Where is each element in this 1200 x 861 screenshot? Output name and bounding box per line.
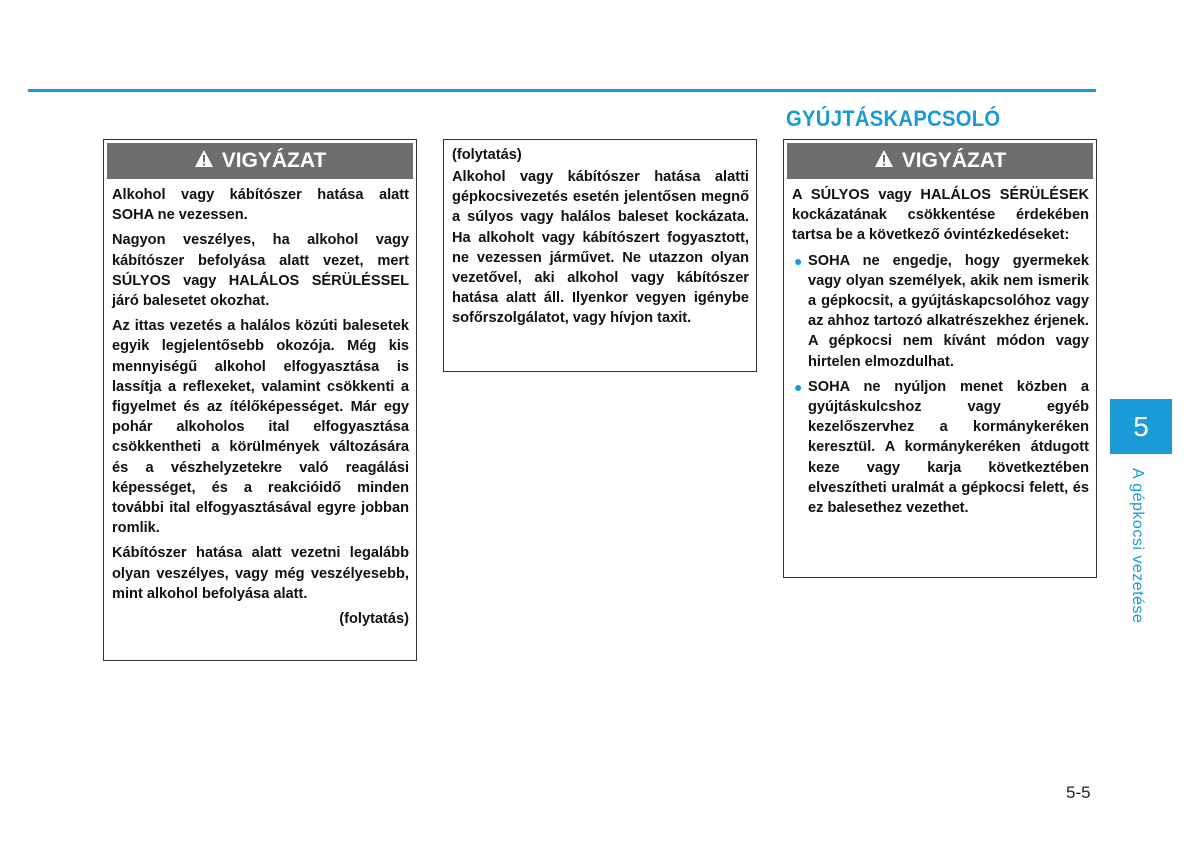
list-item-text: SOHA ne engedje, hogy gyermekek vagy olyan személyek, akik nem ismerik a gépkocsit, a gyújtáskapcsolóhoz vagy az ahhoz tartozó alkatrészekhez érjenek. A gépkocsi nem kívánt módon vagy hirtelen elmozdulhat. bbox=[808, 252, 1089, 370]
chapter-title: A gépkocsi vezetése bbox=[1129, 468, 1146, 624]
warning-body bbox=[784, 179, 1096, 529]
section-title: GYÚJTÁSKAPCSOLÓ bbox=[786, 106, 1001, 131]
warning-box-ignition bbox=[783, 139, 1097, 578]
paragraph: Nagyon veszélyes, ha alkohol vagy kábítószer befolyása alatt vezet, mert SÚLYOS vagy HALÁLOS SÉRÜLÉSSEL járó balesetet okozhat. bbox=[112, 232, 409, 310]
warning-box-alcohol bbox=[103, 139, 417, 661]
warning-header bbox=[107, 143, 413, 179]
paragraph: Alkohol vagy kábítószer hatása alatt SOHA ne vezessen. bbox=[112, 187, 409, 224]
list-item bbox=[792, 251, 1089, 372]
warning-label: VIGYÁZAT bbox=[901, 149, 1007, 172]
intro-paragraph: A SÚLYOS vagy HALÁLOS SÉRÜLÉSEK kockázatának csökkentése érdekében tartsa be a következő óvintézkedéseket: bbox=[792, 187, 1089, 244]
bullet-icon: ● bbox=[794, 378, 803, 395]
continued-box bbox=[443, 139, 757, 372]
bullet-icon: ● bbox=[794, 252, 803, 269]
chapter-number: 5 bbox=[1133, 410, 1149, 442]
continued-note: (folytatás) bbox=[339, 611, 409, 628]
list-item-text: SOHA ne nyúljon menet közben a gyújtáskulcshoz vagy egyéb kezelőszervhez a kormánykeréken keresztül. A kormánykeréken átdugott keze vagy karja következtében elveszítheti uralmát a gépkocsi felett, és ez balesethez vezethet. bbox=[808, 378, 1089, 517]
continued-heading: (folytatás) bbox=[452, 147, 522, 163]
page-number: 5-5 bbox=[1066, 783, 1091, 802]
warning-body bbox=[104, 179, 416, 640]
warning-triangle-icon bbox=[194, 149, 214, 174]
continued-body bbox=[444, 165, 756, 340]
paragraph: Kábítószer hatása alatt vezetni legalább olyan veszélyes, vagy még veszélyesebb, mint alkohol befolyása alatt. bbox=[112, 545, 409, 602]
warning-label: VIGYÁZAT bbox=[221, 149, 327, 172]
warning-header bbox=[787, 143, 1093, 179]
paragraph: Alkohol vagy kábítószer hatása alatti gépkocsivezetés esetén jelentősen megnő a súlyos vagy halálos baleset kockázata. Ha alkoholt vagy kábítószert fogyasztott, ne vezessen járművet. Ne utazzon olyan vezetővel, aki alkohol vagy kábítószer hatása alatt áll. Ilyenkor vegyen igénybe sofőrszolgálatot, vagy hívjon taxit. bbox=[452, 169, 749, 327]
paragraph: Az ittas vezetés a halálos közúti balesetek egyik legjelentősebb okozója. Még kis mennyiségű alkohol elfogyasztása is lassítja a reflexeket, valamint csökkenti a figyelmet és az ítélőképességet. Már egy pohár alkoholos ital elfogyasztása csökkentheti a körülmények változására és a vészhelyzetekre való reagálási képességet, és a reakcióidő minden további ital elfogyasztásával egyre jobban romlik. bbox=[112, 318, 409, 537]
chapter-tab bbox=[1110, 399, 1172, 454]
warning-triangle-icon bbox=[874, 149, 894, 174]
header-rule bbox=[28, 89, 1096, 92]
list-item bbox=[792, 377, 1089, 518]
bullet-list bbox=[792, 251, 1089, 519]
